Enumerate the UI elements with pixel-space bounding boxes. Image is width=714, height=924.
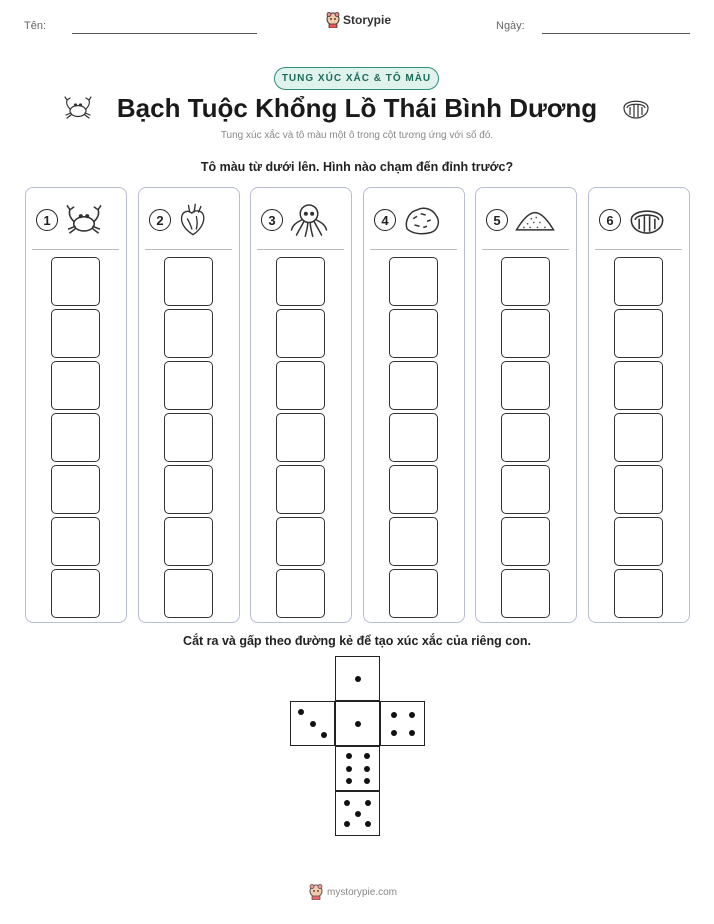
color-box[interactable] [501, 309, 550, 358]
footer-url: mystorypie.com [327, 886, 398, 898]
color-box[interactable] [389, 517, 438, 566]
color-box[interactable] [389, 569, 438, 618]
color-box[interactable] [614, 465, 663, 514]
column-divider [595, 249, 682, 250]
crab-icon [64, 202, 104, 238]
dice-pip [391, 730, 397, 736]
column-header [374, 200, 456, 240]
column-header [486, 200, 568, 240]
color-box[interactable] [164, 465, 213, 514]
dice-pip [346, 753, 352, 759]
activity-badge: TUNG XÚC XẮC & TÔ MÀU [274, 67, 439, 90]
clam-icon [621, 95, 651, 121]
name-line[interactable] [72, 33, 257, 34]
dice-face-1 [335, 701, 380, 746]
crab-icon [63, 94, 93, 122]
color-box[interactable] [51, 309, 100, 358]
column-number: 2 [149, 209, 171, 231]
column-divider [482, 249, 569, 250]
color-box[interactable] [276, 569, 325, 618]
date-label: Ngày: [496, 20, 525, 32]
color-box[interactable] [164, 361, 213, 410]
dice-pip [355, 721, 361, 727]
color-box[interactable] [51, 517, 100, 566]
dice-pip [344, 800, 350, 806]
color-box[interactable] [51, 257, 100, 306]
color-box[interactable] [501, 517, 550, 566]
color-box[interactable] [51, 465, 100, 514]
dice-pip [355, 811, 361, 817]
color-box[interactable] [51, 569, 100, 618]
column-number: 1 [36, 209, 58, 231]
sand-pile-icon [514, 205, 556, 235]
page-title: Bạch Tuộc Khổng Lồ Thái Bình Dương [116, 92, 598, 123]
column-number: 6 [599, 209, 621, 231]
dice-face-3 [290, 701, 335, 746]
octopus-icon [289, 202, 329, 238]
color-box[interactable] [614, 517, 663, 566]
dice-pip [355, 676, 361, 682]
dice-pip [364, 753, 370, 759]
color-box[interactable] [501, 413, 550, 462]
dice-pip [409, 712, 415, 718]
dice-face-1 [335, 656, 380, 701]
heart-organ-icon [177, 202, 209, 238]
dice-face-5 [335, 791, 380, 836]
storypie-mascot-icon [326, 12, 340, 28]
dice-pip [298, 709, 304, 715]
column-number: 4 [374, 209, 396, 231]
dice-pip [391, 712, 397, 718]
color-box[interactable] [164, 517, 213, 566]
color-box[interactable] [614, 413, 663, 462]
dice-pip [346, 778, 352, 784]
dice-column-2 [138, 187, 240, 623]
brand-logo [326, 12, 391, 28]
dice-pip [365, 821, 371, 827]
column-divider [145, 249, 232, 250]
color-box[interactable] [389, 361, 438, 410]
dice-column-4 [363, 187, 465, 623]
color-box[interactable] [51, 361, 100, 410]
color-box[interactable] [276, 465, 325, 514]
dice-pip [346, 766, 352, 772]
column-header [149, 200, 231, 240]
color-box[interactable] [501, 257, 550, 306]
column-number: 5 [486, 209, 508, 231]
color-box[interactable] [164, 413, 213, 462]
instruction-bottom: Cắt ra và gấp theo đường kẻ để tạo xúc xắc của riêng con. [183, 634, 531, 648]
color-box[interactable] [164, 257, 213, 306]
column-header [599, 200, 681, 240]
dice-column-3 [250, 187, 352, 623]
dice-face-4 [380, 701, 425, 746]
dice-column-5 [475, 187, 577, 623]
color-box[interactable] [614, 569, 663, 618]
color-box[interactable] [501, 465, 550, 514]
color-box[interactable] [389, 257, 438, 306]
date-line[interactable] [542, 33, 690, 34]
color-box[interactable] [276, 413, 325, 462]
column-header [261, 200, 343, 240]
column-number: 3 [261, 209, 283, 231]
color-box[interactable] [614, 361, 663, 410]
color-box[interactable] [164, 309, 213, 358]
dice-face-6 [335, 746, 380, 791]
color-box[interactable] [389, 309, 438, 358]
storypie-mascot-icon [309, 884, 323, 900]
color-box[interactable] [276, 361, 325, 410]
color-box[interactable] [51, 413, 100, 462]
color-box[interactable] [501, 361, 550, 410]
dice-pip [364, 778, 370, 784]
column-divider [370, 249, 457, 250]
dice-column-1 [25, 187, 127, 623]
dice-column-6 [588, 187, 690, 623]
name-label: Tên: [24, 20, 47, 32]
dice-pip [364, 766, 370, 772]
color-box[interactable] [614, 257, 663, 306]
instruction-top: Tô màu từ dưới lên. Hình nào chạm đến đỉnh trước? [200, 160, 514, 174]
color-box[interactable] [276, 517, 325, 566]
color-box[interactable] [501, 569, 550, 618]
title-row [0, 88, 714, 128]
dice-pip [310, 721, 316, 727]
color-box[interactable] [164, 569, 213, 618]
rock-icon [402, 203, 442, 237]
column-divider [257, 249, 344, 250]
column-divider [32, 249, 119, 250]
color-box[interactable] [276, 257, 325, 306]
subtitle: Tung xúc xắc và tô màu một ô trong cột tương ứng với số đó. [220, 130, 494, 141]
color-box[interactable] [389, 465, 438, 514]
column-header [36, 200, 118, 240]
clam-icon [627, 203, 667, 237]
dice-pip [409, 730, 415, 736]
color-box[interactable] [276, 309, 325, 358]
dice-pip [321, 732, 327, 738]
footer [309, 884, 397, 900]
brand-name: Storypie [343, 13, 392, 27]
dice-pip [365, 800, 371, 806]
color-box[interactable] [389, 413, 438, 462]
color-box[interactable] [614, 309, 663, 358]
dice-pip [344, 821, 350, 827]
